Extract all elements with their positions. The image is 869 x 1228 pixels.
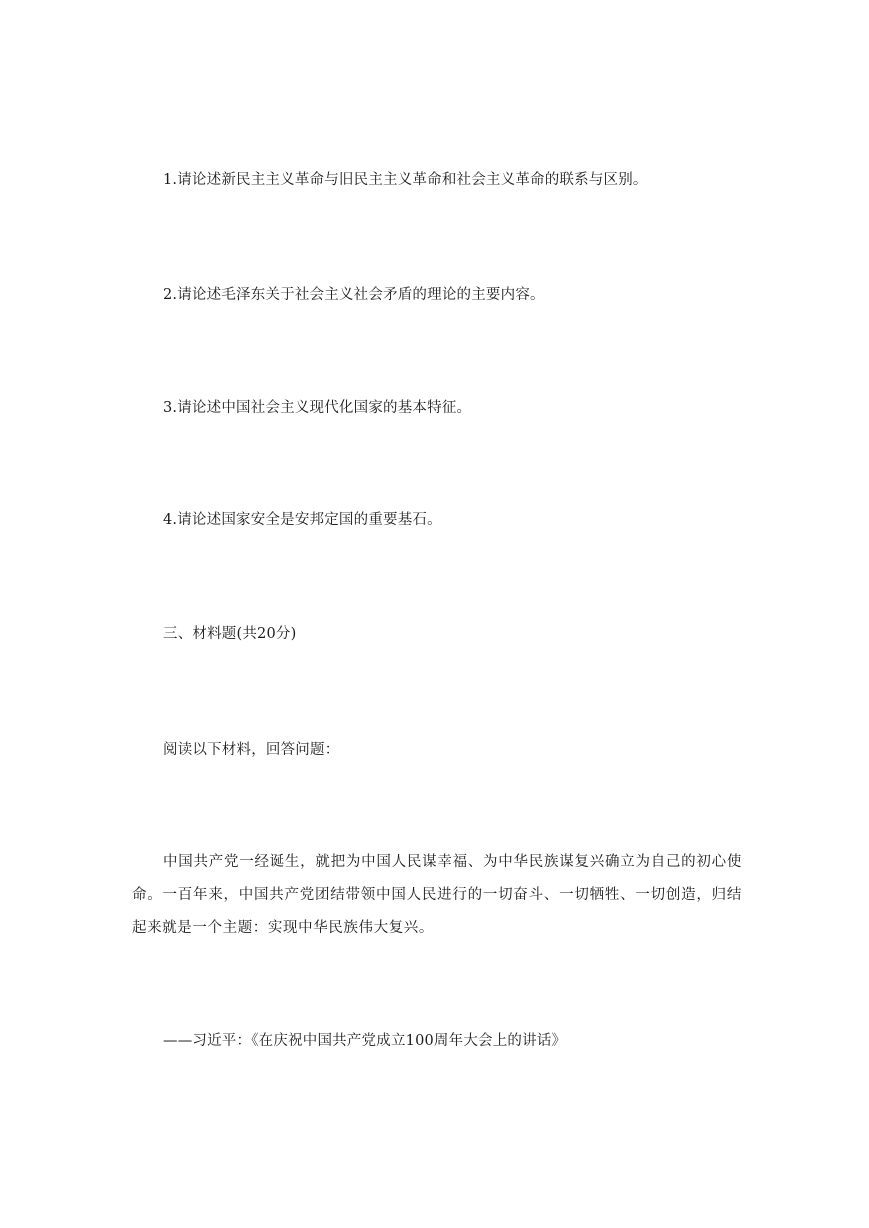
question-2: 2.请论述毛泽东关于社会主义社会矛盾的理论的主要内容。 [163,287,545,303]
material-instruction: 阅读以下材料，回答问题： [163,742,340,758]
section-3-heading: 三、材料题(共20分) [163,626,297,642]
material-paragraph: 中国共产党一经诞生，就把为中国人民谋幸福、为中华民族谋复兴确立为自己的初心使命。一百年来，中国共产党团结带领中国人民进行的一切奋斗、一切牺牲、一切创造，归结起来就是一个主题：实现中华民族伟大复兴。 [132,854,742,936]
question-3: 3.请论述中国社会主义现代化国家的基本特征。 [163,400,472,416]
question-4: 4.请论述国家安全是安邦定国的重要基石。 [163,512,442,528]
material-source: ——习近平：《在庆祝中国共产党成立100周年大会上的讲话》 [163,1033,567,1049]
question-1: 1.请论述新民主主义革命与旧民主主义革命和社会主义革命的联系与区别。 [163,172,648,188]
